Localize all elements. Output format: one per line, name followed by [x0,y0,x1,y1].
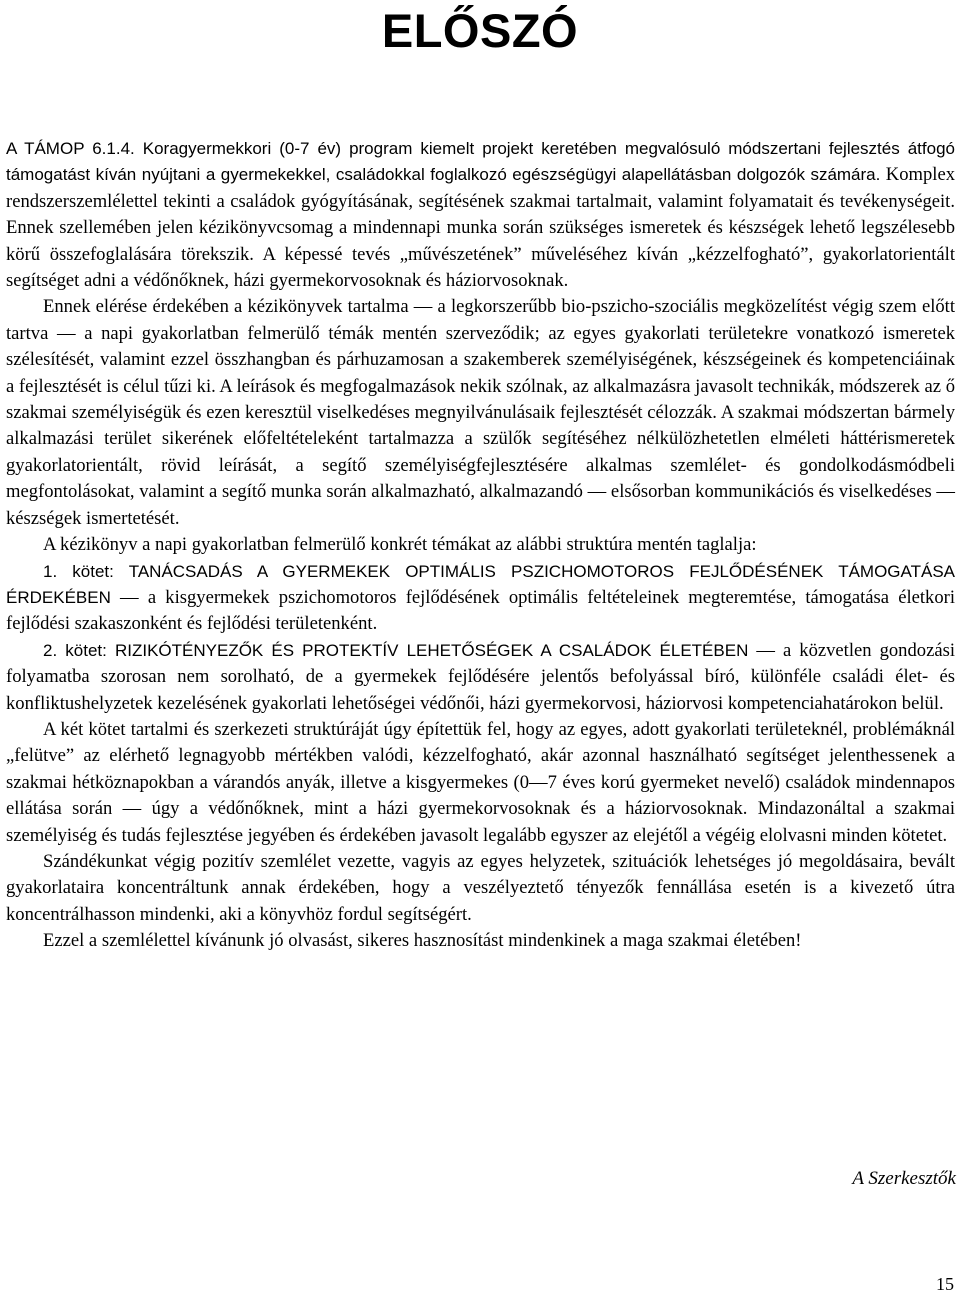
page-number: 15 [936,1274,954,1294]
paragraph-approach: Szándékunkat végig pozitív szemlélet vezette, vagyis az egyes helyzetek, szituációk lehetséges jó megoldásaira, bevált gyakorlataira koncentráltunk annak érdekében, hogy a veszélyeztető tényezők fennállása esetén is a kivezető útra koncentrálhasson mindenki, aki a könyvhöz fordul segítségért. [6,850,955,925]
intro-paragraph [6,136,955,294]
volume-1-description: — a kisgyermekek pszichomotoros fejlődésének optimális feltételeinek megteremtése, támogatása életkori fejlődési szakaszonként és fejlődési területenként. [6,586,955,635]
document-body [6,136,955,955]
paragraph-structure-intro: A kézikönyv a napi gyakorlatban felmerülő konkrét témákat az alábbi struktúra mentén taglalja: [43,534,757,556]
volume-2-label: 2. kötet: [43,640,115,660]
intro-lead-text: A TÁMOP 6.1.4. Koragyermekkori (0-7 év) program kiemelt projekt keretében megvalósuló módszertani fejlesztés átfogó támogatást kíván nyújtani a gyermekekkel, családokkal foglalkozó egészségügyi alapellátásban dolgozók számára. [6,139,955,185]
volume-2-paragraph [6,638,955,717]
intro-rest-text: Komplex rendszerszemlélettel tekinti a családok gyógyításának, segítésének szakmai tartalmait, valamint folyamatait és tevékenységeit. Ennek szellemében jelen kézikönyvcsomag a mindennapi munka során szükséges ismeretek és készségek lehető legszélesebb körű összefoglalására törekszik. A képessé tevés „művészetének” műveléséhez kíván „kézzelfogható”, gyakorlatorientált segítséget adni a védőnőknek, házi gyermekorvosoknak és háziorvosoknak. [6,164,955,292]
signature: A Szerkesztők [852,1168,956,1189]
paragraph-goals: Ennek elérése érdekében a kézikönyvek tartalma — a legkorszerűbb bio-pszicho-szociális megközelítést végig szem előtt tartva — a napi gyakorlatban felmerülő témák mentén szerveződik; az egyes gyakorlati területekre vonatkozó ismeretek szélesítését, valamint ezzel összhangban és párhuzamosan a szakemberek személyiségének, készségeinek és kompetenciáinak a fejlesztését is célul tűzi ki. A leírások és megfogalmazások nekik szólnak, az alkalmazásra javasolt technikák, módszerek az ő szakmai személyiségük és ezen keresztül viselkedéses megnyilvánulásaik fejlesztését célozzák. A szakmai módszertan bármely alkalmazási terület sikerének előfeltételeként tartalmazza a szülők segítéséhez nélkülözhetetlen elméleti háttérismeretek gyakorlatorientált, rövid leírását, a segítő személyiségfejlesztésére alkalmas szemlélet- és gondolkodásmódbeli megfontolásokat, valamint a segítő munka során alkalmazható, alkalmazandó — elsősorban kommunikációs és viselkedéses — készségek ismertetését. [6,296,955,529]
volume-1-paragraph [6,559,955,638]
volume-1-title: TANÁCSADÁS A GYERMEKEK OPTIMÁLIS PSZICHOMOTOROS FEJLŐDÉSÉNEK TÁMOGATÁSA ÉRDEKÉBEN [6,561,955,607]
volume-2-description: — a közvetlen gondozási folyamatba szorosan nem sorolható, de a gyermekek fejlődésére jelentős befolyással bíró, különféle családi élet- és konfliktushelyzetek kezelésének gyakorlati lehetőségei védőnői, házi gyermekorvosi, háziorvosi kompetenciahatárokon belül. [6,639,955,714]
paragraph-closing: Ezzel a szemlélettel kívánunk jó olvasást, sikeres hasznosítást mindenkinek a maga szakmai életében! [43,930,802,952]
page-title: ELŐSZÓ [381,4,579,57]
volume-2-title: RIZIKÓTÉNYEZŐK ÉS PROTEKTÍV LEHETŐSÉGEK A CSALÁDOK ÉLETÉBEN [114,640,749,660]
volume-1-label: 1. kötet: [43,561,129,581]
paragraph-usage: A két kötet tartalmi és szerkezeti struktúráját úgy építettük fel, hogy az egyes, adott gyakorlati területeknél, problémáknál „felütve” az elérhető legnagyobb mértékben valódi, kézzelfogható, akár azonnal használható segítséget jelenthessenek a szakmai hétköznapokban a várandós anyák, illetve a kisgyermekes (0—7 éves korú gyermeket nevelő) családok mindennapos ellátása során — úgy a védőnőknek, mint a házi gyermekorvosoknak és a háziorvosoknak. Mindazonáltal a szakmai személyiség és tudás fejlesztése jegyében és érdekében javasolt legalább egyszer az elejétől a végéig elolvasni minden kötetet. [6,718,955,846]
